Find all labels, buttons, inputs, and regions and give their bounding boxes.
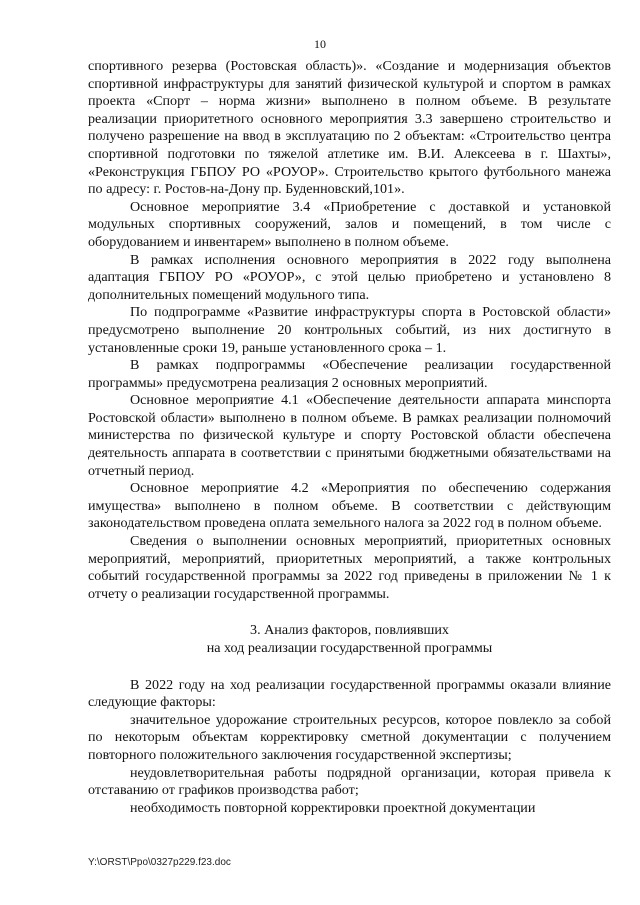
paragraph: значительное удорожание строительных ресурсов, которое повлекло за собой по некоторым объектам корректировку сметной документации с получением повторного положительного заключения государственной экспертизы; [88,711,611,763]
page-number: 10 [314,37,326,51]
section-heading-line-1: 3. Анализ факторов, повлиявших [250,622,449,639]
paragraph: Основное мероприятие 3.4 «Приобретение с доставкой и установкой модульных спортивных сооружений, залов и помещений, в том числе с оборудованием и инвентарем» выполнено в полном объеме. [88,198,611,250]
paragraph: Основное мероприятие 4.1 «Обеспечение деятельности аппарата минспорта Ростовской области» выполнено в полном объеме. В рамках реализации полномочий министерства по физической культуре и спорту Ростовской области обеспечена деятельность аппарата в соответствии с принятыми бюджетными обязательствами на отчетный период. [88,392,611,479]
section-heading [88,622,611,657]
file-path-footer: Y:\ORST\Ppo\0327p229.f23.doc [88,857,231,868]
paragraph: В рамках исполнения основного мероприятия в 2022 году выполнена адаптация ГБПОУ РО «РОУОР», с этой целью приобретено и установлено 8 дополнительных помещений модульного типа. [88,251,611,303]
paragraph: необходимость повторной корректировки проектной документации [130,799,536,816]
document-body [88,58,611,817]
paragraph: Основное мероприятие 4.2 «Мероприятия по обеспечению содержания имущества» выполнено в полном объеме. В соответствии с действующим законодательством проведена оплата земельного налога за 2022 год в полном объеме. [88,480,611,532]
paragraph: Сведения о выполнении основных мероприятий, приоритетных основных мероприятий, мероприятий, приоритетных мероприятий, а также контрольных событий государственной программы за 2022 год приведены в приложении № 1 к отчету о реализации государственной программы. [88,533,611,602]
paragraph: В 2022 году на ход реализации государственной программы оказали влияние следующие факторы: [88,676,611,711]
paragraph: В рамках подпрограммы «Обеспечение реализации государственной программы» предусмотрена реализация 2 основных мероприятий. [88,357,611,391]
section-heading-line-2: на ход реализации государственной программы [206,640,493,656]
paragraph: По подпрограмме «Развитие инфраструктуры спорта в Ростовской области» предусмотрено выполнение 20 контрольных событий, из них достигнуто в установленные сроки 19, раньше установленного срока – 1. [88,304,611,356]
paragraph: неудовлетворительная работы подрядной организации, которая привела к отставанию от графиков производства работ; [88,764,611,799]
paragraph: спортивного резерва (Ростовская область)». «Создание и модернизация объектов спортивной инфраструктуры для занятий физической культурой и спортом в рамках проекта «Спорт – норма жизни» выполнено в полном объеме. В результате реализации приоритетного основного мероприятия 3.3 завершено строительство и получено разрешение на ввод в эксплуатацию по 2 объектам: «Строительство центра спортивной подготовки по тяжелой атлетике им. В.И. Алексеева в г. Шахты», «Реконструкция ГБПОУ РО «РОУОР». Строительство крытого футбольного манежа по адресу: г. Ростов-на-Дону пр. Буденновский,101». [88,58,611,198]
